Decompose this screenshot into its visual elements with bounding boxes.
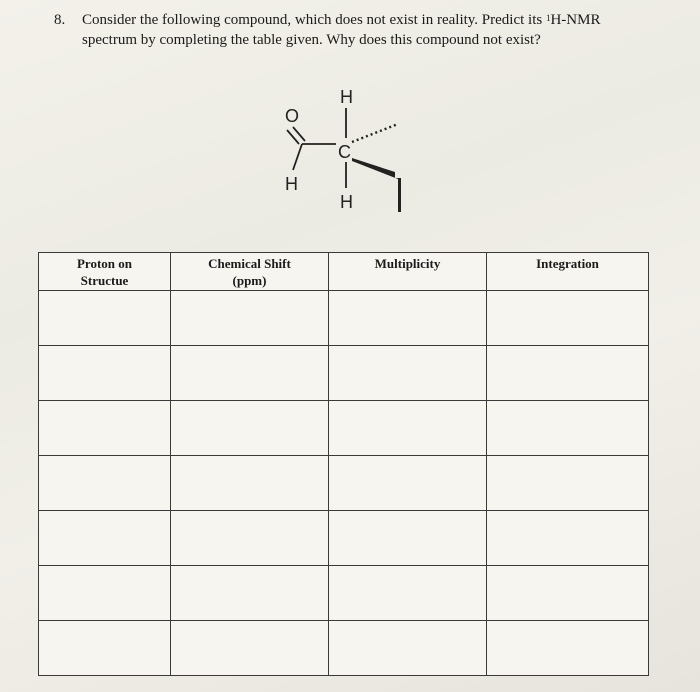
table-cell[interactable] (329, 291, 487, 346)
table-cell[interactable] (329, 566, 487, 621)
nmr-table (38, 252, 649, 676)
atom-hydrogen-top: H (340, 87, 353, 107)
question-line-2: spectrum by completing the table given. Why does this compound not exist? (82, 32, 541, 48)
table-cell[interactable] (39, 401, 171, 456)
table-row (39, 511, 649, 566)
table-cell[interactable] (329, 456, 487, 511)
question-number: 8. (54, 12, 66, 28)
table-row (39, 401, 649, 456)
atom-hydrogen-bottom: H (340, 192, 353, 212)
wedge-bond (352, 158, 401, 212)
question-line-1: Consider the following compound, which does not exist in reality. Predict its $^1$H-NMR (82, 12, 601, 28)
table-cell[interactable] (329, 511, 487, 566)
compound-structure (270, 80, 420, 220)
atom-carbon: C (338, 142, 351, 162)
header-proton: Proton on Structue (39, 253, 171, 291)
bond-c-h-aldehyde (293, 144, 302, 170)
table-cell[interactable] (171, 511, 329, 566)
table-cell[interactable] (39, 346, 171, 401)
table-row (39, 346, 649, 401)
table-cell[interactable] (171, 291, 329, 346)
table-body (39, 291, 649, 676)
atom-oxygen: O (285, 106, 300, 126)
superscript-one: 1 (545, 13, 551, 23)
header-integration: Integration (487, 253, 649, 291)
table-cell[interactable] (39, 511, 171, 566)
table-cell[interactable] (487, 566, 649, 621)
table-cell[interactable] (39, 566, 171, 621)
atom-hydrogen-aldehyde: H (285, 174, 298, 194)
table-cell[interactable] (487, 511, 649, 566)
table-cell[interactable] (487, 621, 649, 676)
table-row (39, 456, 649, 511)
table-cell[interactable] (171, 621, 329, 676)
header-multiplicity: Multiplicity (329, 253, 487, 291)
table-cell[interactable] (39, 621, 171, 676)
table-row (39, 291, 649, 346)
table-cell[interactable] (487, 346, 649, 401)
table-row (39, 621, 649, 676)
table-cell[interactable] (171, 566, 329, 621)
table-cell[interactable] (171, 346, 329, 401)
table-cell[interactable] (39, 291, 171, 346)
header-chemical-shift: Chemical Shift (ppm) (171, 253, 329, 291)
table-cell[interactable] (329, 346, 487, 401)
table-cell[interactable] (329, 401, 487, 456)
table-cell[interactable] (171, 401, 329, 456)
table-row (39, 566, 649, 621)
table-cell[interactable] (39, 456, 171, 511)
table-cell[interactable] (329, 621, 487, 676)
table-cell[interactable] (487, 291, 649, 346)
table-cell[interactable] (487, 456, 649, 511)
hashed-wedge-bond (352, 124, 398, 142)
header-row (39, 253, 649, 291)
table-cell[interactable] (487, 401, 649, 456)
table-cell[interactable] (171, 456, 329, 511)
